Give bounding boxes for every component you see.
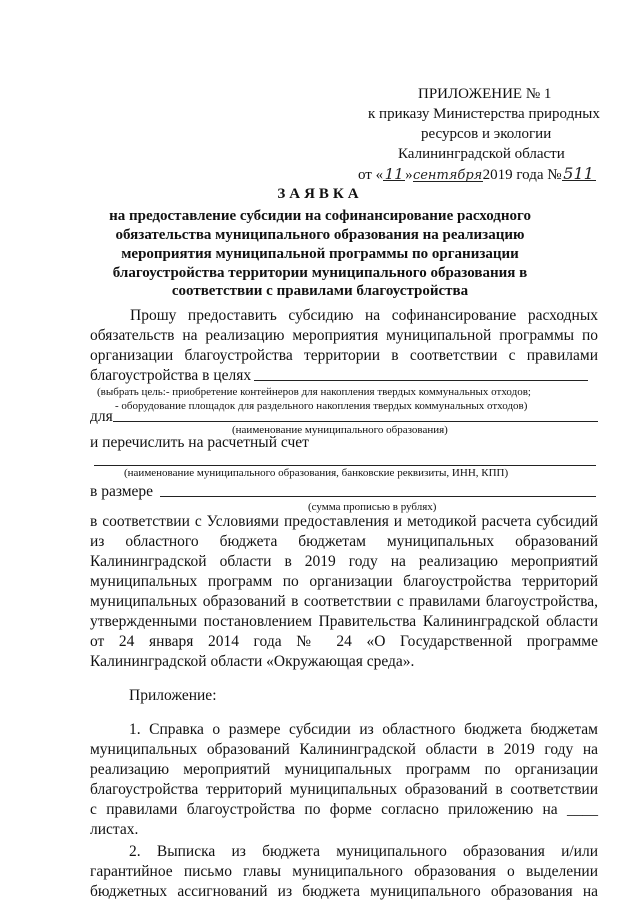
attachment-item-2-line-2: гарантийное письмо главы муниципального образования о выделении <box>90 863 598 880</box>
attachment-item-2-line-3: бюджетных ассигнований из бюджета муниципального образования на <box>90 883 598 900</box>
goal-fill-line <box>254 380 588 381</box>
conditions-line-7: от 24 января 2014 года № 24 «О Государственной программе <box>90 633 598 650</box>
appendix-label: ПРИЛОЖЕНИЕ № 1 <box>418 86 552 102</box>
amount-label: в размере <box>90 483 154 500</box>
doc-number-handwritten: 511 <box>563 164 594 183</box>
conditions-line-3: Калининградской области в 2019 году на реализацию мероприятий <box>90 553 598 570</box>
order-line-2: ресурсов и экологии <box>421 126 552 142</box>
municipality-fill-line <box>113 421 598 422</box>
conditions-line-2: из областного бюджета бюджетам муниципальных образований <box>90 533 598 550</box>
request-line-3: организации благоустройства территории в соответствии с правилами <box>90 347 598 364</box>
amount-hint: (сумма прописью в рублях) <box>308 501 437 513</box>
for-label: для <box>90 408 113 425</box>
attachment-item-1-line-4: благоустройства территорий муниципальных образований в соответствии <box>90 781 598 798</box>
attachment-item-1-line-5: с правилами благоустройства по форме согласно приложению на ____ <box>90 801 598 818</box>
date-month-handwritten: сентября <box>412 168 483 183</box>
date-year: 2019 года № <box>482 167 562 183</box>
transfer-label: и перечислить на расчетный счет <box>90 434 309 451</box>
conditions-line-4: муниципальных программ по организации благоустройства территорий <box>90 573 598 590</box>
goal-hint-1: (выбрать цель:- приобретение контейнеров для накопления твердых коммунальных отходов; <box>97 386 531 398</box>
attachment-item-1-line-6: листах. <box>90 821 139 838</box>
conditions-line-1: в соответствии с Условиями предоставления и методикой расчета субсидий <box>90 513 598 530</box>
attachment-item-2-line-1: 2. Выписка из бюджета муниципального образования и/или <box>129 843 598 860</box>
request-line-4: благоустройства в целях <box>90 367 252 384</box>
title-line-4: благоустройства территории муниципального образования в <box>112 265 528 281</box>
bank-hint: (наименование муниципального образования, банковские реквизиты, ИНН, КПП) <box>124 467 509 479</box>
date-day-field <box>383 164 405 181</box>
request-line-1: Прошу предоставить субсидию на софинансирование расходных <box>130 307 598 324</box>
amount-fill-line <box>160 496 596 497</box>
title-line-3: мероприятия муниципальной программы по организации <box>121 246 519 262</box>
date-mid: » <box>405 167 413 183</box>
date-month-field <box>413 165 483 182</box>
attachment-item-1-line-2: муниципальных образований Калининградской области в 2019 году на <box>90 741 598 758</box>
title-line-2: обязательства муниципального образования на реализацию <box>115 227 525 243</box>
date-day-handwritten: 11 <box>384 165 404 183</box>
order-line-3: Калининградской области <box>398 146 565 162</box>
conditions-line-6: утвержденными постановлением Правительства Калининградской области <box>90 613 598 630</box>
municipality-hint: (наименование муниципального образования) <box>232 424 448 436</box>
goal-hint-2: - оборудование площадок для раздельного накопления твердых коммунальных отходов) <box>115 400 528 412</box>
order-date-line <box>358 164 596 185</box>
doc-number-field <box>562 164 596 181</box>
attachment-item-1-line-3: реализацию мероприятий муниципальных программ по организации <box>90 761 598 778</box>
conditions-line-8: Калининградской области «Окружающая среда». <box>90 653 415 670</box>
date-prefix: от « <box>358 167 384 183</box>
request-line-2: обязательств на реализацию мероприятия муниципальной программы по <box>90 327 598 344</box>
order-line-1: к приказу Министерства природных <box>368 106 600 122</box>
document-title: ЗАЯВКА <box>277 186 363 202</box>
title-line-5: соответствии с правилами благоустройства <box>171 283 469 299</box>
attachment-item-1-line-1: 1. Справка о размере субсидии из областного бюджета бюджетам <box>129 721 598 738</box>
attachment-label: Приложение: <box>129 687 217 704</box>
title-line-1: на предоставление субсидии на софинансирование расходного <box>109 208 531 224</box>
conditions-line-5: муниципальных образований в соответствии с правилами благоустройства, <box>90 593 598 610</box>
